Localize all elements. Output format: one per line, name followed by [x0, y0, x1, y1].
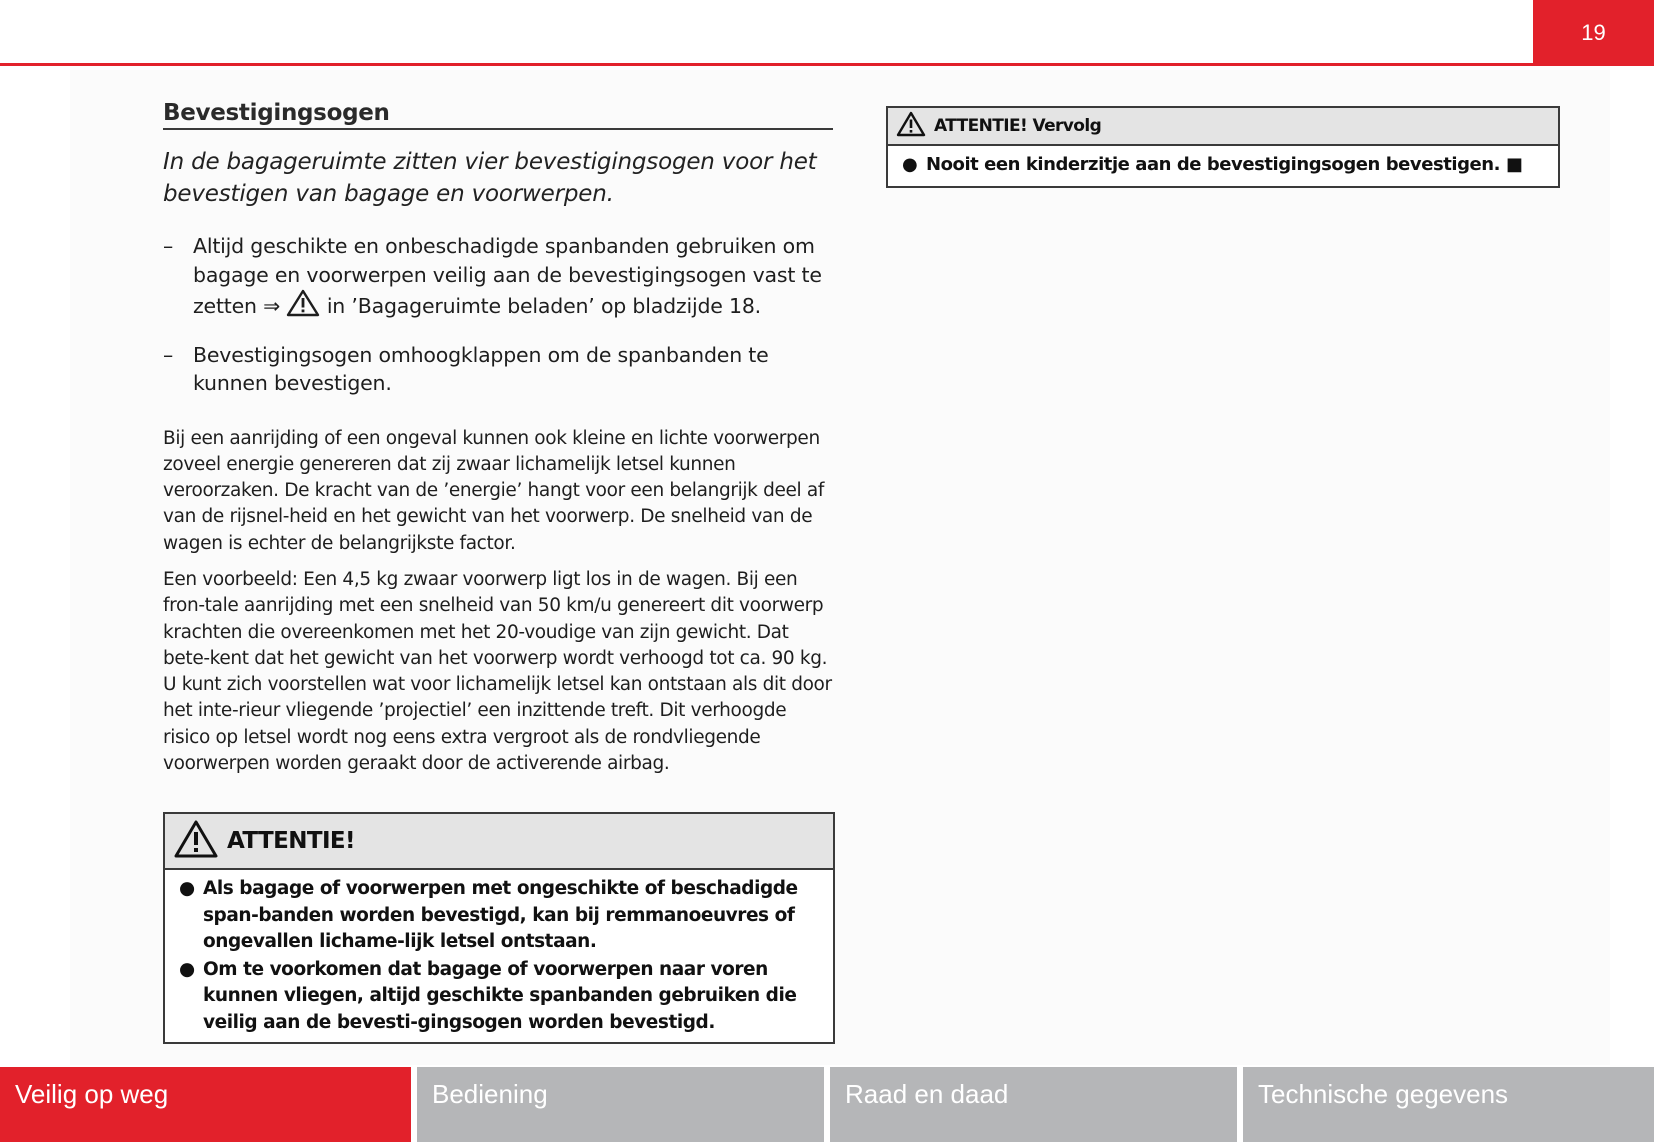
end-mark: ■: [1505, 154, 1523, 175]
step-text: Altijd geschikte en onbeschadigde spanbanden gebruiken om bagage en voorwerpen veilig aan de bevestigingsogen vast te zetten ⇒: [193, 234, 822, 318]
footer-tabs: [0, 1067, 1654, 1142]
warning-body: [165, 870, 833, 1036]
warning-header: [165, 814, 833, 870]
warning-header: [888, 108, 1558, 146]
warning-title: ATTENTIE! Vervolg: [934, 116, 1102, 136]
tab-raad-en-daad[interactable]: Raad en daad: [830, 1067, 1237, 1142]
step-item: [163, 232, 833, 325]
warning-triangle-icon: [173, 819, 219, 863]
tab-bediening[interactable]: Bediening: [417, 1067, 824, 1142]
warning-continued-box: [886, 106, 1560, 188]
warning-item: [173, 957, 825, 1037]
page-number: 19: [1533, 0, 1654, 66]
warning-triangle-icon: [286, 289, 320, 325]
step-dash: –: [163, 234, 174, 258]
warning-item-text: Als bagage of voorwerpen met ongeschikte of beschadigde span-banden worden bevestigd, kan bij remmanoeuvres of ongevallen lichame-lijk letsel ontstaan.: [203, 878, 798, 952]
warning-body: [888, 146, 1558, 184]
tab-technische-gegevens[interactable]: Technische gegevens: [1243, 1067, 1654, 1142]
left-column: [163, 100, 833, 787]
step-text: Bevestigingsogen omhoogklappen om de spanbanden te kunnen bevestigen.: [193, 342, 769, 395]
bullet: ●: [179, 958, 195, 980]
page-header: [0, 0, 1654, 66]
warning-item-text: Om te voorkomen dat bagage of voorwerpen naar voren kunnen vliegen, altijd geschikte spanbanden gebruiken die veilig aan de bevesti-gingsogen worden bevestigd.: [203, 958, 797, 1033]
header-rule: [0, 63, 1533, 66]
tab-veilig-op-weg[interactable]: Veilig op weg: [0, 1067, 411, 1142]
body-paragraph: Bij een aanrijding of een ongeval kunnen ook kleine en lichte voorwerpen zoveel energie genereren dat zij zwaar lichamelijk letsel kunnen veroorzaken. De kracht van de ’energie’ hangt voor een belangrijk deel af van de rijsnel-heid en het gewicht van het voorwerp. De snelheid van de wagen is echter de belangrijkste factor.: [163, 427, 824, 554]
warning-item: [173, 876, 825, 956]
bullet: ●: [902, 154, 918, 175]
body-paragraph: Een voorbeeld: Een 4,5 kg zwaar voorwerp ligt los in de wagen. Bij een fron-tale aanrijding met een snelheid van 50 km/u genereert dit voorwerp krachten die overeenkomen met het 20-voudige van zijn gewicht. Dat bete-kent dat het gewicht van het voorwerp wordt verhoogd tot ca. 90 kg. U kunt zich voorstellen wat voor lichamelijk letsel kan ontstaan als dit door het inte-rieur vliegende ’projectiel’ een inzittende treft. Dit verhoogde risico op letsel wordt nog eens extra vergroot als de rondvliegende voorwerpen worden geraakt door de activerende airbag.: [163, 568, 832, 775]
step-link-text[interactable]: in ’Bagageruimte beladen’ op bladzijde 18.: [326, 294, 761, 318]
warning-item: [896, 146, 1550, 184]
warning-triangle-icon: [896, 111, 926, 141]
warning-item-text: Nooit een kinderzitje aan de bevestigingsogen bevestigen.: [926, 154, 1501, 175]
warning-title: ATTENTIE!: [227, 828, 355, 854]
step-dash: –: [163, 342, 174, 367]
instruction-steps: [163, 232, 833, 398]
warning-box: [163, 812, 835, 1044]
bullet: ●: [179, 878, 195, 899]
section-title: Bevestigingsogen: [163, 100, 833, 130]
intro-text: In de bagageruimte zitten vier bevestigingsogen voor het bevestigen van bagage en voorwerpen.: [163, 149, 817, 207]
step-item: [163, 341, 833, 398]
